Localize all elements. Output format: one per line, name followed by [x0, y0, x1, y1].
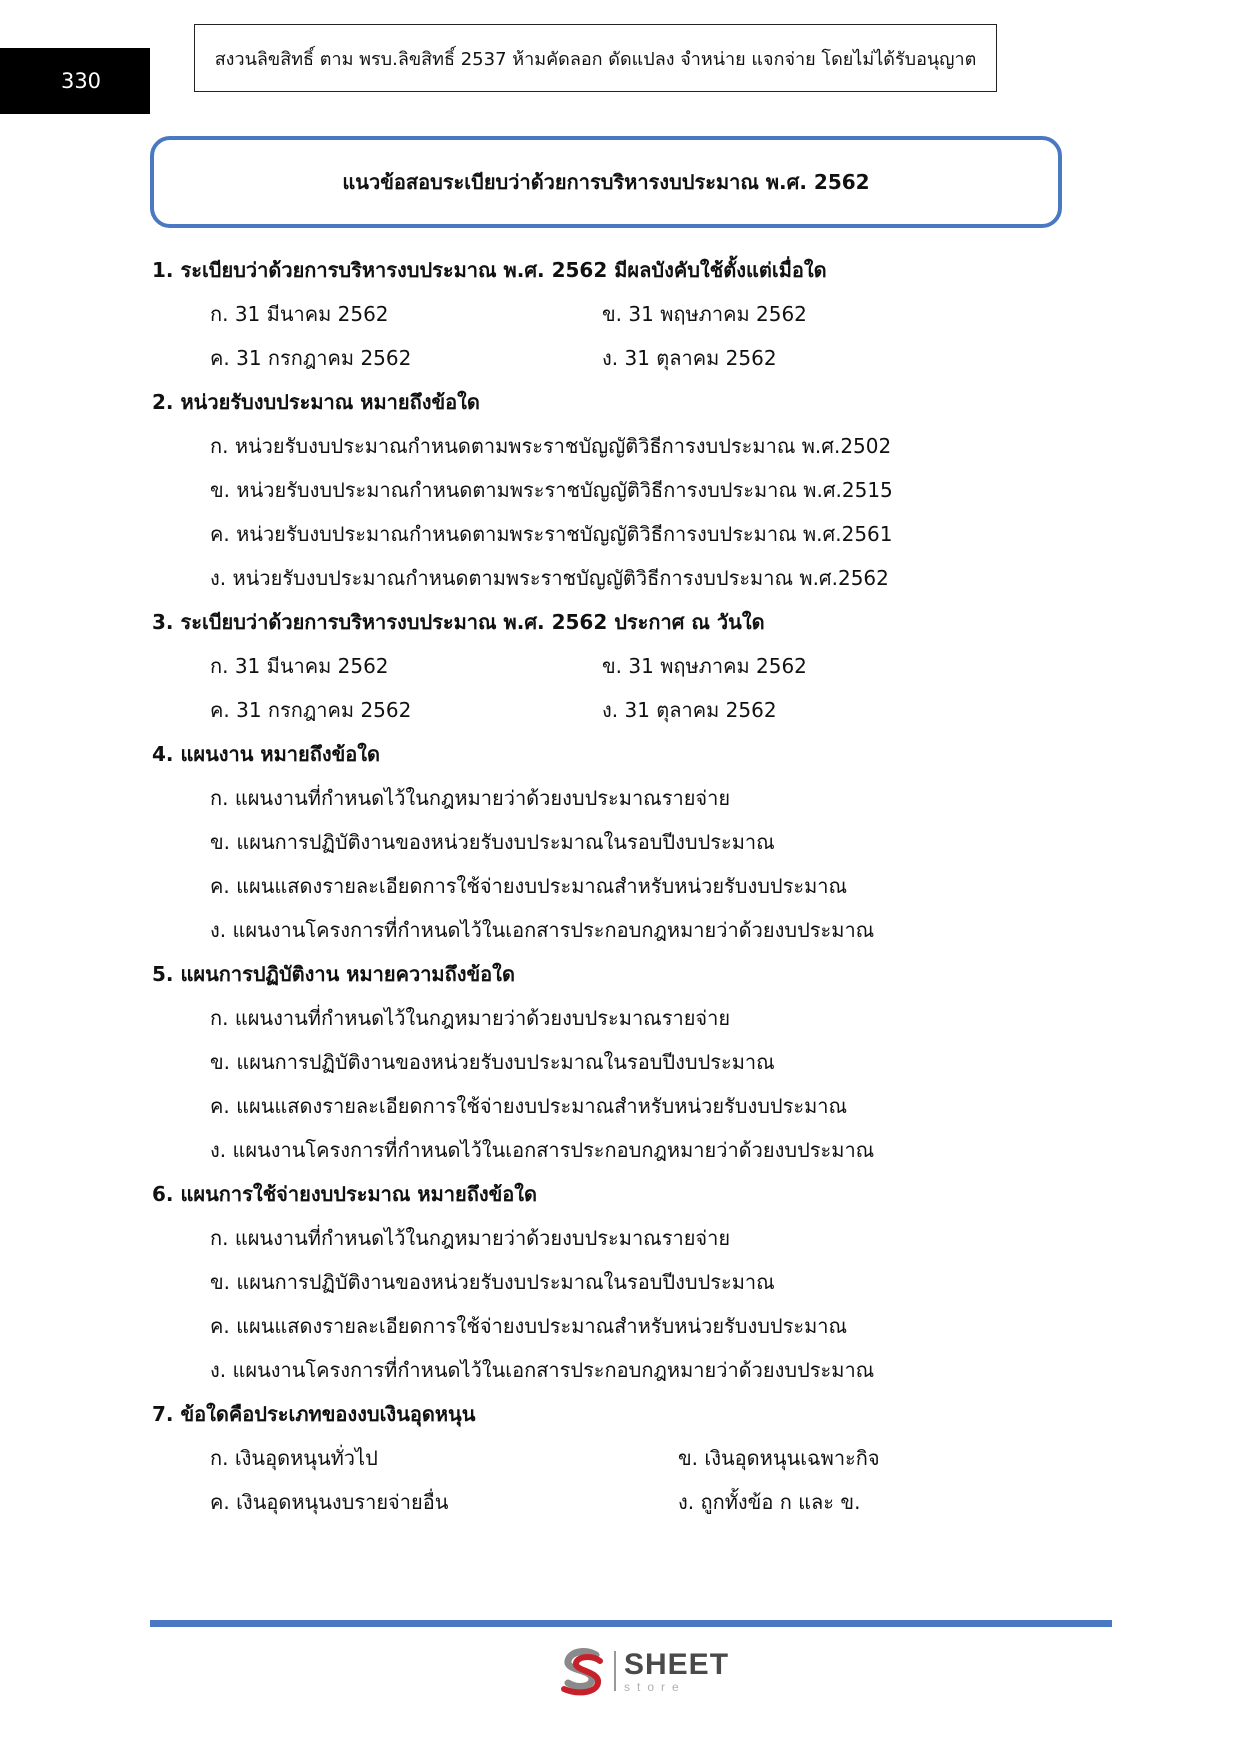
question-7: 7. ข้อใดคือประเภทของงบเงินอุดหนุน	[152, 1402, 476, 1426]
question-3: 3. ระเบียบว่าด้วยการบริหารงบประมาณ พ.ศ. 2562 ประกาศ ณ วันใด	[152, 610, 765, 634]
question-5: 5. แผนการปฏิบัติงาน หมายความถึงข้อใด	[152, 962, 515, 986]
logo-word: SHEET	[624, 1647, 730, 1681]
option-a: ก. แผนงานที่กำหนดไว้ในกฎหมายว่าด้วยงบประมาณรายจ่าย	[210, 1006, 731, 1030]
option-b: ข. 31 พฤษภาคม 2562	[602, 654, 807, 678]
question-2: 2. หน่วยรับงบประมาณ หมายถึงข้อใด	[152, 390, 480, 414]
option-a: ก. หน่วยรับงบประมาณกำหนดตามพระราชบัญญัติวิธีการงบประมาณ พ.ศ.2502	[210, 434, 892, 458]
question-3-options	[152, 644, 1112, 732]
sheet-store-s-logo-icon	[556, 1645, 608, 1697]
logo-wordmark	[624, 1647, 730, 1694]
option-d: ง. 31 ตุลาคม 2562	[602, 698, 777, 722]
option-b: ข. แผนการปฏิบัติงานของหน่วยรับงบประมาณในรอบปีงบประมาณ	[210, 1270, 775, 1294]
option-a: ก. 31 มีนาคม 2562	[210, 654, 389, 678]
option-a: ก. แผนงานที่กำหนดไว้ในกฎหมายว่าด้วยงบประมาณรายจ่าย	[210, 786, 731, 810]
option-d: ง. หน่วยรับงบประมาณกำหนดตามพระราชบัญญัติวิธีการงบประมาณ พ.ศ.2562	[210, 566, 889, 590]
option-d: ง. แผนงานโครงการที่กำหนดไว้ในเอกสารประกอบกฎหมายว่าด้วยงบประมาณ	[210, 1138, 875, 1162]
question-4: 4. แผนงาน หมายถึงข้อใด	[152, 742, 381, 766]
option-b: ข. แผนการปฏิบัติงานของหน่วยรับงบประมาณในรอบปีงบประมาณ	[210, 1050, 775, 1074]
option-c: ค. หน่วยรับงบประมาณกำหนดตามพระราชบัญญัติวิธีการงบประมาณ พ.ศ.2561	[210, 522, 893, 546]
sheet-store-logo	[556, 1645, 729, 1697]
option-b: ข. 31 พฤษภาคม 2562	[602, 302, 807, 326]
question-7-options	[152, 1436, 1112, 1524]
option-a: ก. แผนงานที่กำหนดไว้ในกฎหมายว่าด้วยงบประมาณรายจ่าย	[210, 1226, 731, 1250]
logo-subword: store	[624, 1679, 686, 1694]
logo-divider	[614, 1651, 616, 1691]
option-a: ก. 31 มีนาคม 2562	[210, 302, 389, 326]
option-c: ค. แผนแสดงรายละเอียดการใช้จ่ายงบประมาณสำหรับหน่วยรับงบประมาณ	[210, 874, 848, 898]
footer-divider	[150, 1620, 1112, 1627]
option-d: ง. 31 ตุลาคม 2562	[602, 346, 777, 370]
question-6: 6. แผนการใช้จ่ายงบประมาณ หมายถึงข้อใด	[152, 1182, 538, 1206]
option-b: ข. หน่วยรับงบประมาณกำหนดตามพระราชบัญญัติวิธีการงบประมาณ พ.ศ.2515	[210, 478, 893, 502]
option-b: ข. เงินอุดหนุนเฉพาะกิจ	[678, 1446, 880, 1470]
option-d: ง. แผนงานโครงการที่กำหนดไว้ในเอกสารประกอบกฎหมายว่าด้วยงบประมาณ	[210, 918, 875, 942]
question-list	[152, 248, 1112, 1524]
option-c: ค. 31 กรกฎาคม 2562	[210, 346, 412, 370]
question-1-options	[152, 292, 1112, 380]
option-d: ง. แผนงานโครงการที่กำหนดไว้ในเอกสารประกอบกฎหมายว่าด้วยงบประมาณ	[210, 1358, 875, 1382]
option-c: ค. 31 กรกฎาคม 2562	[210, 698, 412, 722]
question-1: 1. ระเบียบว่าด้วยการบริหารงบประมาณ พ.ศ. 2562 มีผลบังคับใช้ตั้งแต่เมื่อใด	[152, 258, 827, 282]
option-d: ง. ถูกทั้งข้อ ก และ ข.	[678, 1490, 861, 1514]
option-b: ข. แผนการปฏิบัติงานของหน่วยรับงบประมาณในรอบปีงบประมาณ	[210, 830, 775, 854]
page-number: 330	[0, 48, 150, 114]
option-c: ค. เงินอุดหนุนงบรายจ่ายอื่น	[210, 1490, 449, 1514]
option-a: ก. เงินอุดหนุนทั่วไป	[210, 1446, 378, 1470]
option-c: ค. แผนแสดงรายละเอียดการใช้จ่ายงบประมาณสำหรับหน่วยรับงบประมาณ	[210, 1314, 848, 1338]
copyright-notice: สงวนลิขสิทธิ์ ตาม พรบ.ลิขสิทธิ์ 2537 ห้ามคัดลอก ดัดแปลง จำหน่าย แจกจ่าย โดยไม่ได้รับอนุญาต	[194, 24, 997, 92]
page-title: แนวข้อสอบระเบียบว่าด้วยการบริหารงบประมาณ พ.ศ. 2562	[150, 136, 1062, 228]
option-c: ค. แผนแสดงรายละเอียดการใช้จ่ายงบประมาณสำหรับหน่วยรับงบประมาณ	[210, 1094, 848, 1118]
